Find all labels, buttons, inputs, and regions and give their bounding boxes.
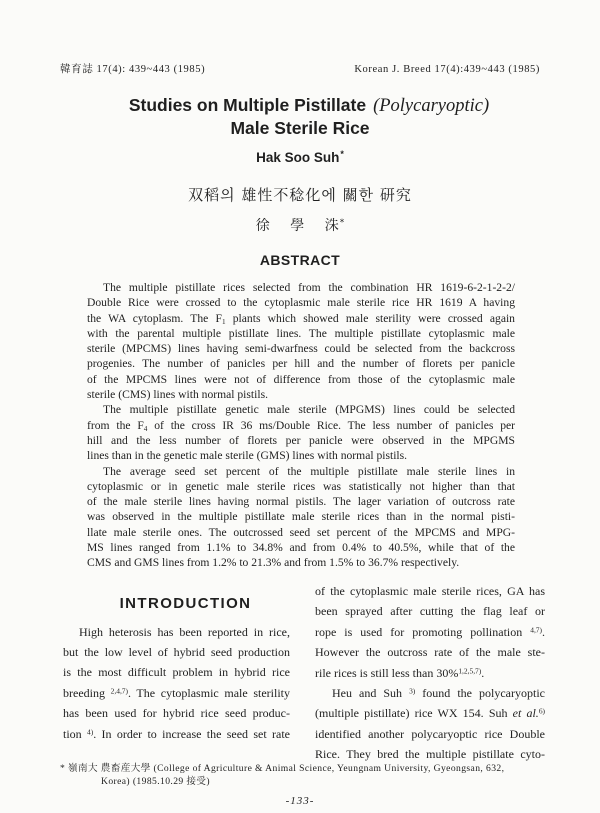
abstract-line [87, 295, 515, 310]
affiliation-footnote [60, 762, 504, 788]
introduction-paragraph [63, 622, 290, 744]
text-run: . [481, 665, 485, 680]
text-run: rile rices is still less than 30% [315, 665, 459, 680]
abstract-line [87, 479, 515, 494]
text-run: High heterosis has been reported in rice, [79, 624, 290, 639]
abstract-line [87, 555, 515, 570]
text-run: of the MPCMS lines were not of difference from those of the cytoplasmic male [87, 372, 515, 386]
text-run: However the outcross rate of the male ste- [315, 645, 545, 660]
body-line [315, 724, 545, 744]
introduction-heading: INTRODUCTION [119, 595, 252, 612]
body-line [315, 642, 545, 662]
abstract-line [87, 311, 515, 326]
text-run: cytoplasmic or in genetic male sterile rices was statistically not higher than that [87, 479, 515, 493]
korean-author-footnote-mark: * [339, 218, 345, 229]
reference-superscript: 4,7) [530, 625, 542, 635]
text-run: the WA cytoplasm. The F [87, 311, 222, 325]
abstract-line [87, 509, 515, 524]
text-run: found the polycaryoptic [415, 685, 545, 700]
text-run: . The cytoplasmic male sterility [128, 685, 291, 700]
author-name: Hak Soo Suh [256, 150, 340, 165]
subscript: 4 [143, 424, 148, 433]
text-run: tion [63, 726, 87, 741]
body-line [315, 601, 545, 621]
text-run: Rice. They bred the multiple pistillate cyto- [315, 747, 545, 762]
abstract-line [87, 540, 515, 555]
text-run: CMS and GMS lines from 1.2% to 21.3% and from 1.5% to 36.7% respectively. [87, 556, 460, 570]
body-line [315, 581, 545, 601]
korean-title: 双稻의 雄性不稔化에 關한 研究 [188, 186, 412, 204]
text-run: sterile (MPCMS) lines having semi-dwarfness could be selected from the backcross [87, 342, 515, 356]
running-header-journal: Korean J. Breed 17(4):439~443 (1985) [354, 64, 540, 75]
reference-superscript: 4) [87, 726, 94, 736]
text-run: . [542, 624, 545, 639]
text-run: The multiple pistillate genetic male sterile (MPGMS) lines could be selected [103, 403, 515, 417]
footnote-line: Korea) (1985.10.29 接受) [101, 776, 210, 787]
body-line [63, 622, 290, 642]
text-run: sterile (CMS) lines with normal pistils. [87, 388, 268, 402]
title-italic-text: (Polycaryoptic) [373, 96, 490, 116]
text-run: has been used for hybrid rice seed produc- [63, 706, 290, 721]
author [0, 150, 600, 166]
introduction-left-column [63, 622, 290, 744]
paper-title-line-2: Male Sterile Rice [230, 118, 370, 138]
body-line [315, 683, 545, 703]
body-line [63, 642, 290, 662]
abstract-line [87, 326, 515, 341]
text-run: . In order to increase the seed set rate [93, 726, 291, 741]
korean-author-name: 徐 學 洙 [255, 218, 339, 234]
abstract-line [87, 494, 515, 509]
text-run: was observed in the multiple pistillate male sterile rices than in the normal pisti- [87, 510, 515, 524]
abstract-line [87, 280, 515, 295]
abstract-line [87, 448, 515, 463]
italic-run: et al. [512, 706, 539, 721]
reference-superscript: 3) [409, 686, 416, 696]
text-run: Heu and Suh [332, 685, 410, 700]
abstract-line [87, 433, 515, 448]
text-run: from the F [87, 418, 144, 432]
body-line [63, 703, 290, 723]
korean-author [0, 217, 600, 235]
body-line [315, 663, 545, 683]
abstract-line [87, 402, 515, 417]
text-run: lines than in the genetic male sterile (GMS) lines with normal pistils. [87, 449, 408, 463]
text-run: rope is used for promoting pollination [315, 624, 531, 639]
footnote-line: * 嶺南大 農畜産大學 (College of Agriculture & Animal Science, Yeungnam University, Gyeongsan, 632, [60, 763, 505, 774]
text-run: Double Rice were crossed to the cytoplasmic male sterile rice HR 1619 A having [87, 296, 515, 310]
text-run: The multiple pistillate rices selected from the combination HR 1619-6-2-1-2-2/ [103, 281, 515, 294]
body-line [63, 662, 290, 682]
reference-superscript: 2,4,7) [110, 686, 128, 696]
text-run: breeding [63, 685, 111, 700]
text-run: MS lines ranged from 1.1% to 34.8% and from 0.4% to 40.5%, while that of the [87, 541, 515, 555]
text-run: been sprayed after cutting the flag leaf or [315, 604, 545, 619]
text-run: progenies. The number of panicles per hill and the number of florets per panicle [87, 357, 515, 371]
page-number: -133- [285, 795, 315, 807]
body-line [315, 622, 545, 642]
introduction-right-column [315, 581, 545, 765]
abstract-body [87, 280, 515, 571]
abstract-line [87, 387, 515, 402]
reference-superscript: 6) [538, 706, 546, 716]
author-footnote-mark: * [340, 149, 344, 160]
text-run: plants which showed male sterility were crossed again [225, 311, 515, 325]
body-line [315, 703, 545, 723]
abstract-line [87, 372, 515, 387]
abstract-line [87, 464, 515, 479]
body-line [63, 683, 290, 703]
abstract-line [87, 356, 515, 371]
running-header-korean: 韓育誌 17(4): 439~443 (1985) [60, 64, 206, 75]
text-run: of the cross IR 36 ms/Double Rice. The less number of panicles per [147, 418, 515, 432]
text-run: llate male sterile ones. The outcrossed seed set percent of the MPCMS and MPG- [87, 525, 515, 539]
text-run: of the cytoplasmic male sterile rices, GA has [315, 584, 545, 598]
abstract-paragraph [87, 464, 515, 571]
abstract-heading: ABSTRACT [259, 252, 341, 268]
abstract-line [87, 418, 515, 433]
introduction-paragraph [315, 683, 545, 765]
abstract-paragraph [87, 402, 515, 463]
abstract-line [87, 525, 515, 540]
abstract-paragraph [87, 280, 515, 402]
abstract-line [87, 341, 515, 356]
text-run: but the low level of hybrid seed production [63, 644, 290, 659]
text-run: of the male sterile lines having normal pistils. The lager variation of outcross rate [87, 495, 515, 509]
reference-superscript: 1,2,5,7) [458, 665, 482, 675]
text-run: identified another polycaryoptic rice Double [315, 726, 545, 741]
text-run: hill and the less number of florets per panicle were observed in the MPGMS [87, 433, 515, 447]
text-run: with the parental multiple pistillate lines. The multiple pistillate cytoplasmic male [87, 326, 515, 340]
text-run: is the most difficult problem in hybrid rice [63, 665, 290, 680]
introduction-paragraph [315, 581, 545, 683]
title-text: Studies on Multiple Pistillate [128, 95, 367, 115]
paper-title-line-1 [0, 94, 600, 117]
subscript: 1 [221, 317, 226, 326]
text-run: The average seed set percent of the multiple pistillate male sterile lines in [103, 464, 515, 478]
body-line [63, 724, 290, 744]
text-run: (multiple pistillate) rice WX 154. Suh [315, 706, 513, 721]
